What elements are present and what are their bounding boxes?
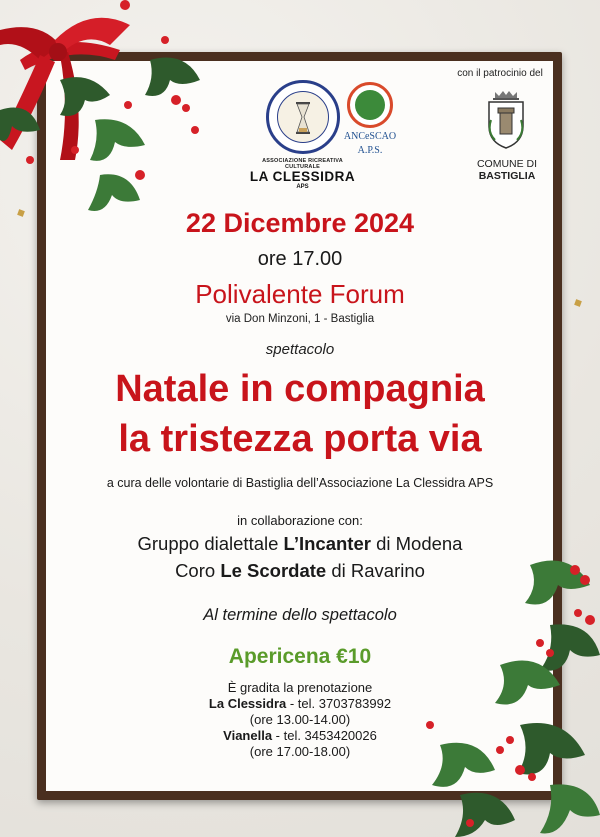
coro-pre: Coro — [175, 560, 221, 581]
ancescao-aps: A.P.S. — [357, 145, 383, 156]
group-pre: Gruppo dialettale — [137, 533, 284, 554]
coro-name: Le Scordate — [220, 560, 327, 581]
ancescao-name: ANCeSCAO — [343, 131, 397, 142]
coro-post: di Ravarino — [326, 560, 425, 581]
patrocinio-label: con il patrocinio del — [457, 68, 543, 79]
comune-label — [448, 158, 566, 182]
hourglass-seal-icon — [266, 80, 340, 154]
ancescao-logo — [340, 82, 400, 156]
after-termine: Al termine dello spettacolo — [203, 606, 397, 624]
event-date: 22 Dicembre 2024 — [185, 208, 415, 238]
booking-info — [0, 680, 600, 760]
event-title-line1: Natale in compagnia — [115, 368, 485, 410]
credits-coro — [0, 560, 600, 582]
booking-intro: È gradita la prenotazione — [227, 680, 373, 695]
clessidra-aps: APS — [296, 184, 309, 190]
comune-line1: COMUNE DI — [476, 158, 538, 170]
event-address: via Don Minzoni, 1 - Bastiglia — [225, 313, 375, 325]
credits-cura: a cura delle volontarie di Bastiglia dell’Associazione La Clessidra APS — [106, 476, 494, 490]
event-time: ore 17.00 — [257, 248, 343, 270]
clessidra-name: LA CLESSIDRA — [249, 169, 356, 184]
credits-group — [0, 533, 600, 555]
booking-hours-2: (ore 17.00-18.00) — [249, 744, 351, 759]
booking-hours-1: (ore 13.00-14.00) — [249, 712, 351, 727]
contact-1-name: La Clessidra — [208, 696, 287, 711]
event-title-line2: la tristezza porta via — [118, 418, 482, 460]
credits-collab: in collaborazione con: — [237, 513, 363, 528]
contact-1-tel: - tel. 3703783992 — [286, 696, 392, 711]
ancescao-tree-icon — [347, 82, 393, 128]
contact-2-tel: - tel. 3453420026 — [272, 728, 377, 743]
event-type: spettacolo — [265, 341, 335, 358]
event-venue: Polivalente Forum — [195, 279, 405, 309]
contact-2-name: Vianella — [223, 728, 273, 743]
comune-line2: BASTIGLIA — [478, 170, 536, 182]
group-post: di Modena — [370, 533, 463, 554]
town-crest-icon — [485, 90, 527, 150]
apericena-price: Apericena €10 — [228, 645, 372, 668]
clessidra-subtitle: ASSOCIAZIONE RICREATIVA CULTURALE — [262, 158, 343, 170]
booking-contact-2 — [0, 728, 600, 744]
booking-contact-1 — [0, 696, 600, 712]
group-name: L’Incanter — [283, 533, 371, 554]
